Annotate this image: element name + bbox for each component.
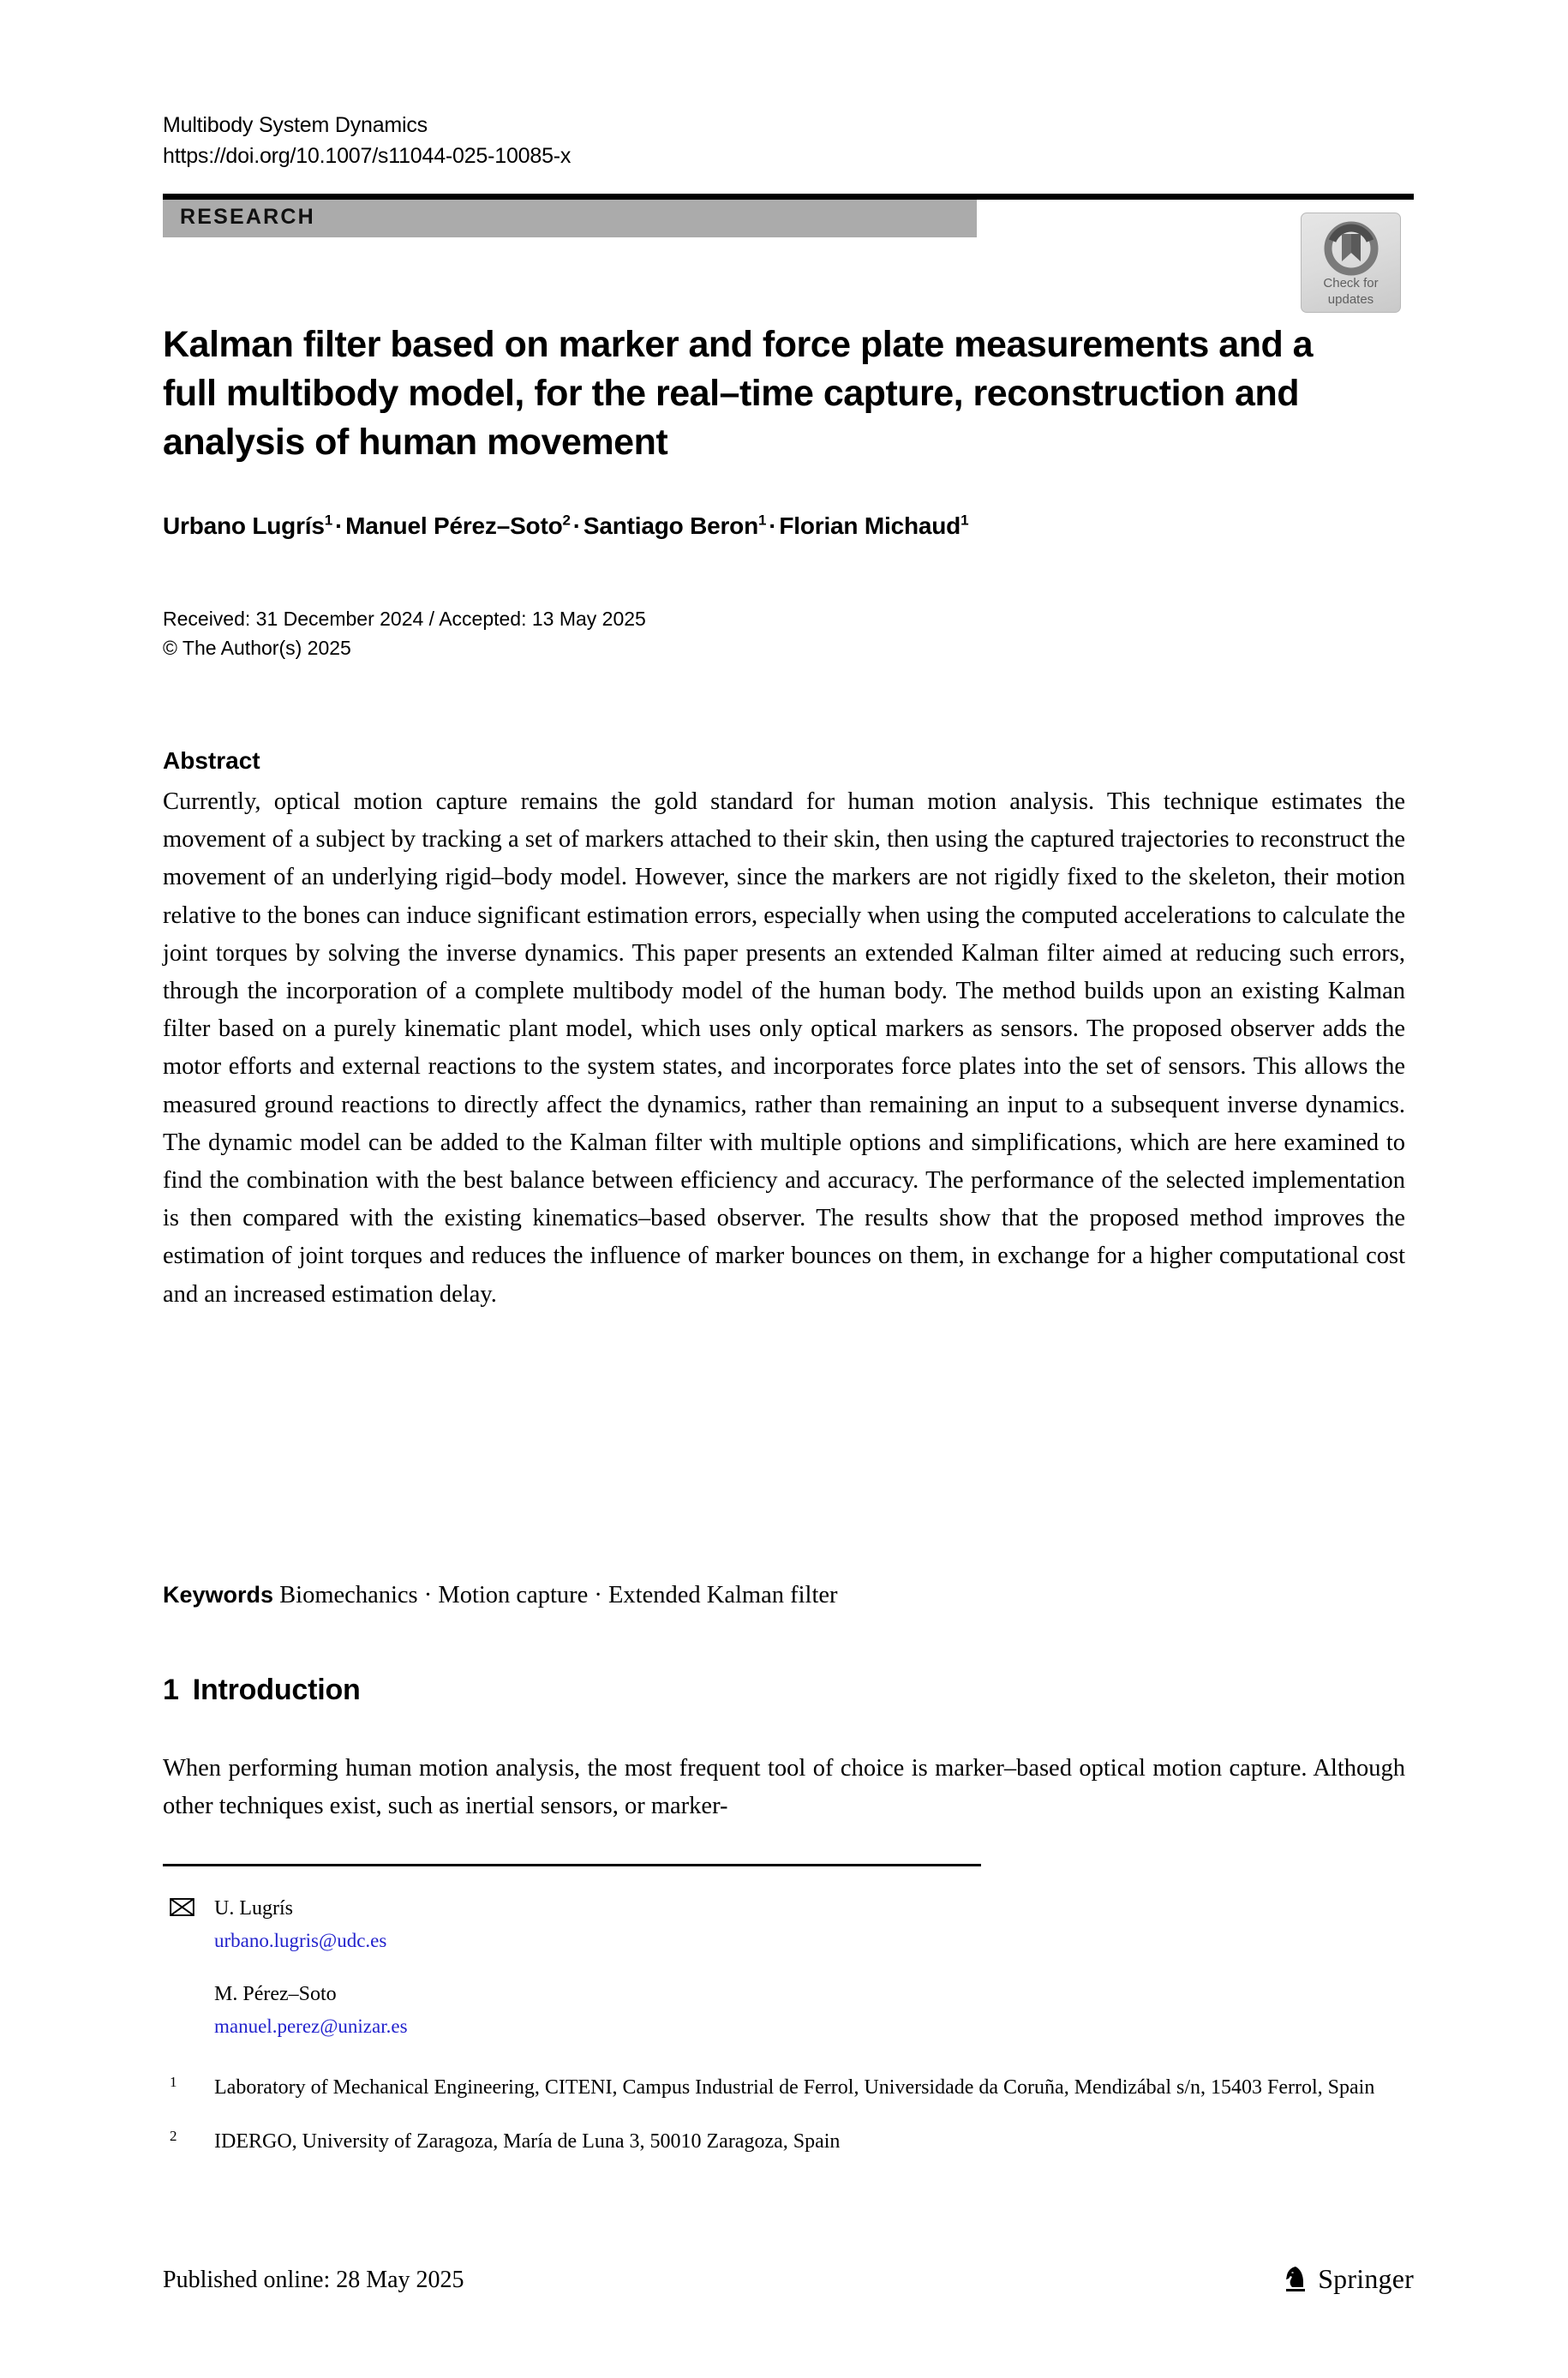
publisher-logo (1284, 2263, 1414, 2295)
journal-name: Multibody System Dynamics (163, 113, 428, 137)
article-history (163, 604, 646, 662)
author-affiliation-marker: 1 (324, 512, 333, 529)
crossmark-line2: updates (1327, 292, 1374, 307)
abstract-heading: Abstract (163, 747, 260, 774)
section-heading-introduction (163, 1674, 361, 1707)
contact-email[interactable]: urbano.lugris@udc.es (214, 1930, 387, 1951)
envelope-icon (170, 1898, 195, 1916)
received-accepted-line: Received: 31 December 2024 / Accepted: 13 May 2025 (163, 608, 646, 630)
crossmark-badge[interactable] (1301, 213, 1401, 313)
affiliation-text: IDERGO, University of Zaragoza, María de Luna 3, 50010 Zaragoza, Spain (214, 2130, 841, 2153)
affiliation-item (163, 2072, 1405, 2104)
journal-header (163, 110, 1414, 171)
introduction-paragraph: When performing human motion analysis, the most frequent tool of choice is marker–based optical motion capture. Although other techniques exist, such as inertial sensors, or marker- (163, 1755, 1405, 1820)
author-separator: · (572, 512, 581, 539)
published-online-date: Published online: 28 May 2025 (163, 2267, 464, 2293)
affiliation-item (163, 2126, 1405, 2158)
footnote-block (163, 1892, 1405, 2180)
author-contact (163, 1978, 1405, 2043)
author-affiliation-marker: 1 (758, 512, 767, 529)
contact-name: U. Lugrís (214, 1897, 293, 1920)
article-type-label: RESEARCH (180, 205, 315, 229)
affiliation-marker: 2 (170, 2128, 177, 2144)
abstract-section (163, 744, 1405, 1314)
author-name: Florian Michaud (779, 512, 961, 539)
author-name: Urbano Lugrís (163, 512, 325, 539)
keywords-line (163, 1578, 1405, 1613)
publisher-name: Springer (1318, 2263, 1414, 2294)
keywords-label: Keywords (163, 1582, 274, 1608)
contact-name: M. Pérez–Soto (214, 1983, 337, 2005)
footnote-separator (163, 1864, 981, 1866)
crossmark-label (1302, 275, 1400, 308)
springer-knight-icon (1284, 2265, 1310, 2294)
author-name: Manuel Pérez–Soto (345, 512, 563, 539)
article-page (163, 0, 1414, 2378)
page-title: Kalman filter based on marker and force plate measurements and a full multibody model, for the real–time capture, reconstruction and analysis of human movement (163, 323, 1314, 463)
author-separator: · (769, 512, 777, 539)
keywords-values: Biomechanics · Motion capture · Extended Kalman filter (279, 1582, 838, 1608)
journal-doi[interactable]: https://doi.org/10.1007/s11044-025-10085-x (163, 144, 572, 168)
crossmark-line1: Check for (1323, 276, 1379, 291)
author-affiliation-marker: 2 (562, 512, 571, 529)
author-list (163, 512, 1362, 540)
author-affiliation-marker: 1 (961, 512, 969, 529)
affiliation-text: Laboratory of Mechanical Engineering, CITENI, Campus Industrial de Ferrol, Universidade da Coruña, Mendizábal s/n, 15403 Ferrol, Spain (214, 2076, 1375, 2099)
header-rule (163, 194, 1414, 200)
copyright-line: © The Author(s) 2025 (163, 637, 351, 659)
section-title: Introduction (192, 1674, 361, 1706)
abstract-text: Currently, optical motion capture remains the gold standard for human motion analysis. This technique estimates the movement of a subject by tracking a set of markers attached to their skin, then using the captured trajectories to reconstruct the movement of an underlying rigid–body model. However, since the markers are not rigidly fixed to the skeleton, their motion relative to the bones can induce significant estimation errors, especially when using the computed accelerations to calculate the joint torques by solving the inverse dynamics. This paper presents an extended Kalman filter aimed at reducing such errors, through the incorporation of a complete multibody model of the human body. The method builds upon an existing Kalman filter based on a purely kinematic plant model, which uses only optical markers as sensors. The proposed observer adds the motor efforts and external reactions to the system states, and incorporates force plates into the set of sensors. This allows the measured ground reactions to directly affect the dynamics, rather than remaining an input to a subsequent inverse dynamics. The dynamic model can be added to the Kalman filter with multiple options and simplifications, which are here examined to find the combination with the best balance between efficiency and accuracy. The performance of the selected implementation is then compared with the existing kinematics–based observer. The results show that the proposed method improves the estimation of joint torques and reduces the influence of marker bounces on them, in exchange for a higher computational cost and an increased estimation delay. (163, 788, 1405, 1308)
corresponding-author-contact (163, 1892, 1405, 1957)
contact-email[interactable]: manuel.perez@unizar.es (214, 2016, 408, 2037)
affiliation-marker: 1 (170, 2074, 177, 2090)
author-separator: · (335, 512, 344, 539)
author-name: Santiago Beron (583, 512, 758, 539)
crossmark-icon (1323, 220, 1379, 277)
article-type-bar (163, 200, 977, 237)
section-number: 1 (163, 1674, 179, 1706)
